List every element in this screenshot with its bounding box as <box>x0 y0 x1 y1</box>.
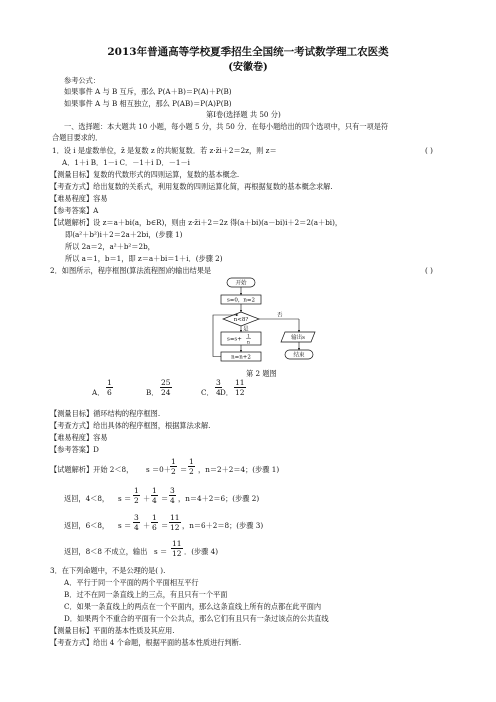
formula-line-2: 如果事件 A 与 B 相互独立，那么 P(AB)＝P(A)P(B) <box>64 99 232 108</box>
q1-solution-2: 即(a²＋b²)i＋2＝2a＋2bi，(步骤 1) <box>65 230 183 239</box>
svg-text:1: 1 <box>247 334 250 340</box>
flow-output-node <box>281 332 315 342</box>
q3-method: 【考查方式】给出 4 个命题，根据平面的基本性质进行判断. <box>50 638 242 647</box>
svg-text:输出s: 输出s <box>291 335 305 341</box>
svg-text:s=s+: s=s+ <box>227 336 242 343</box>
flow-update-n-node <box>221 352 261 361</box>
q1-solution-1: 【试题解析】设 z＝a＋bi(a，b∈R)，则由 z·z̄i＋2＝2z 得(a＋bi)(a－bi)i＋2＝2(a＋bi)， <box>50 218 343 227</box>
q3-option-a: A．平行于同一个平面的两个平面相互平行 <box>64 578 199 587</box>
q3-goal: 【测量目标】平面的基本性质及其应用. <box>50 626 175 635</box>
formulas-heading: 参考公式： <box>64 76 100 85</box>
q1-solution-3: 所以 2a＝2，a²＋b²＝2b， <box>65 242 155 251</box>
formula-line-1: 如果事件 A 与 B 互斥，那么 P(A＋B)＝P(A)＋P(B) <box>64 87 232 96</box>
flow-condition-node <box>223 312 259 326</box>
q1-options: A．1＋i B．1－i C．－1＋i D．－1－i <box>62 158 190 167</box>
q2-goal: 【测量目标】循环结构的程序框图. <box>50 409 161 418</box>
section-heading: 第Ⅰ卷(选择题 共 50 分) <box>206 110 281 119</box>
q1-method: 【考查方式】给出复数的关系式，利用复数的四则运算化简，再根据复数的基本概念求解. <box>50 182 333 191</box>
q2-option-d-frac: $\frac{11}{12}$ <box>235 378 245 397</box>
q1-goal: 【测量目标】复数的代数形式的四则运算，复数的基本概念. <box>50 170 240 179</box>
q2-option-c-frac: $\frac{3}{4}$ <box>216 378 221 397</box>
svg-text:结束: 结束 <box>293 352 305 359</box>
q1-difficulty: 【难易程度】容易 <box>50 194 108 203</box>
svg-text:n: n <box>247 340 250 346</box>
svg-text:n=n+2: n=n+2 <box>231 354 251 361</box>
section-intro-2: 合题目要求的． <box>52 133 103 142</box>
q1-solution-4: 所以 a＝1，b＝1，即 z＝a＋bi＝1＋i．(步骤 2) <box>65 254 223 263</box>
q3-option-c: C．如果一条直线上的两点在一个平面内，那么这条直线上所有的点都在此平面内 <box>64 602 322 611</box>
q3-option-d: D．如果两个不重合的平面有一个公共点，那么它们有且只有一条过该点的公共直线 <box>64 614 329 623</box>
page-title: 2013年普通高等学校夏季招生全国统一考试数学理工农医类 <box>107 46 389 58</box>
flow-start-node <box>227 278 255 287</box>
svg-text:否: 否 <box>277 312 283 319</box>
flow-init-node <box>221 295 261 304</box>
flow-update-s-node <box>221 332 261 345</box>
q3-stem: 3．在下列命题中，不是公理的是( ). <box>50 566 166 575</box>
flow-end-node <box>285 350 313 359</box>
flow-yes-label: 是 <box>243 326 249 333</box>
flow-no-branch <box>259 311 299 333</box>
q2-option-a-frac: $\frac{1}{6}$ <box>107 378 112 397</box>
q2-difficulty: 【难易程度】容易 <box>50 433 108 442</box>
page-subtitle: (安徽卷) <box>228 62 268 73</box>
q2-bracket: ( ) <box>425 266 433 275</box>
exam-page: 2013年普通高等学校夏季招生全国统一考试数学理工农医类 (安徽卷) 参考公式： 如果事件 A 与 B 互斥，那么 P(A＋B)＝P(A)＋P(B) 如果事件 A 与 B 相互独立，那么 P(AB)＝P(A)P(B) 第Ⅰ卷(选择题 共 50 分) 一、选择题：本大题共 10 小题，每小题 5 分，共 50 分．在每小题给出的四个选项中，只有一项是符 合题目要求的． 1．设 i 是虚数单位，z̄ 是复数 z 的共轭复数．若 z·z̄i＋2＝2z，则 z＝ ( ) A．1＋i B．1－i C．－1＋i D．－1－i 【测量目标】复数的代数形式的四则运算，复数的基本概念. 【考查方式】给出复数的关系式，利用复数的四则运算化简，再根据复数的基本概念求解. 【难易程度】容易 【参考答案】A 【试题解析】设 z＝a＋bi(a，b∈R)，则由 z·z̄i＋2＝2z 得(a＋bi)(a－bi)i＋2＝2(a＋bi)， 即(a²＋b²)i＋2＝2a＋2bi，(步骤 1) 所以 2a＝2，a²＋b²＝2b， 所以 a＝1，b＝1，即 z＝a＋bi＝1＋i．(步骤 2) 2．如图所示，程序框图(算法流程图)的输出结果是 ( ) 开始 s=0，n=2 n<8? 否 是 s=s+ 1 n n=n+2 输出s 结束 第 2 题图 A． $\frac{1}{6}$ B． $\frac{25}{24}$ C． $\frac{3}{4}$ D． $\frac{11}{12}$ 【测量目标】循环结构的程序框图. 【考查方式】给出具体的程序框图，根据算法求解. 【难易程度】容易 【参考答案】D 【试题解析】开始 2＜8， s ＝0＋ $\frac{1}{2}$ ＝ $\frac{1}{2}$ ，n＝2＋2＝4；(步骤 1) 返回，4＜8， s ＝ $\frac{1}{2}$ ＋ $\frac{1}{4}$ ＝ $\frac{3}{4}$ ，n＝4＋2＝6；(步骤 2) 返回，6＜8， s ＝ $\frac{3}{4}$ ＋ $\frac{1}{6}$ ＝ $\frac{11}{12}$ ，n＝6＋2＝8；(步骤 3) 返回，8＜8 不成立，输出 s ＝ $\frac{11}{12}$ ．(步骤 4) 3．在下列命题中，不是公理的是( ). A．平行于同一个平面的两个平面相互平行 B．过不在同一条直线上的三点，有且只有一个平面 C．如果一条直线上的两点在一个平面内，那么这条直线上所有的点都在此平面内 D．如果两个不重合的平面有一个公共点，那么它们有且只有一条过该点的公共直线 【测量目标】平面的基本性质及其应用. 【考查方式】给出 4 个命题，根据平面的基本性质进行判断. <box>0 0 496 702</box>
svg-text:开始: 开始 <box>235 280 247 287</box>
svg-text:s=0，n=2: s=0，n=2 <box>226 297 256 304</box>
svg-text:n<8?: n<8? <box>233 317 249 323</box>
q2-stem: 2．如图所示，程序框图(算法流程图)的输出结果是 <box>50 266 212 275</box>
q2-method: 【考查方式】给出具体的程序框图，根据算法求解. <box>50 421 211 430</box>
q1-stem: 1．设 i 是虚数单位，z̄ 是复数 z 的共轭复数．若 z·z̄i＋2＝2z，则 z＝ <box>52 146 277 155</box>
flowchart <box>207 276 343 368</box>
q2-option-b-frac: $\frac{25}{24}$ <box>161 378 171 397</box>
q2-answer: 【参考答案】D <box>50 445 99 454</box>
section-intro-1: 一、选择题：本大题共 10 小题，每小题 5 分，共 50 分．在每小题给出的四个选项中，只有一项是符 <box>64 122 389 131</box>
q1-answer: 【参考答案】A <box>50 206 99 215</box>
q2-figure-caption: 第 2 题图 <box>246 369 277 378</box>
q1-bracket: ( ) <box>425 146 433 155</box>
q3-option-b: B．过不在同一条直线上的三点，有且只有一个平面 <box>64 590 228 599</box>
